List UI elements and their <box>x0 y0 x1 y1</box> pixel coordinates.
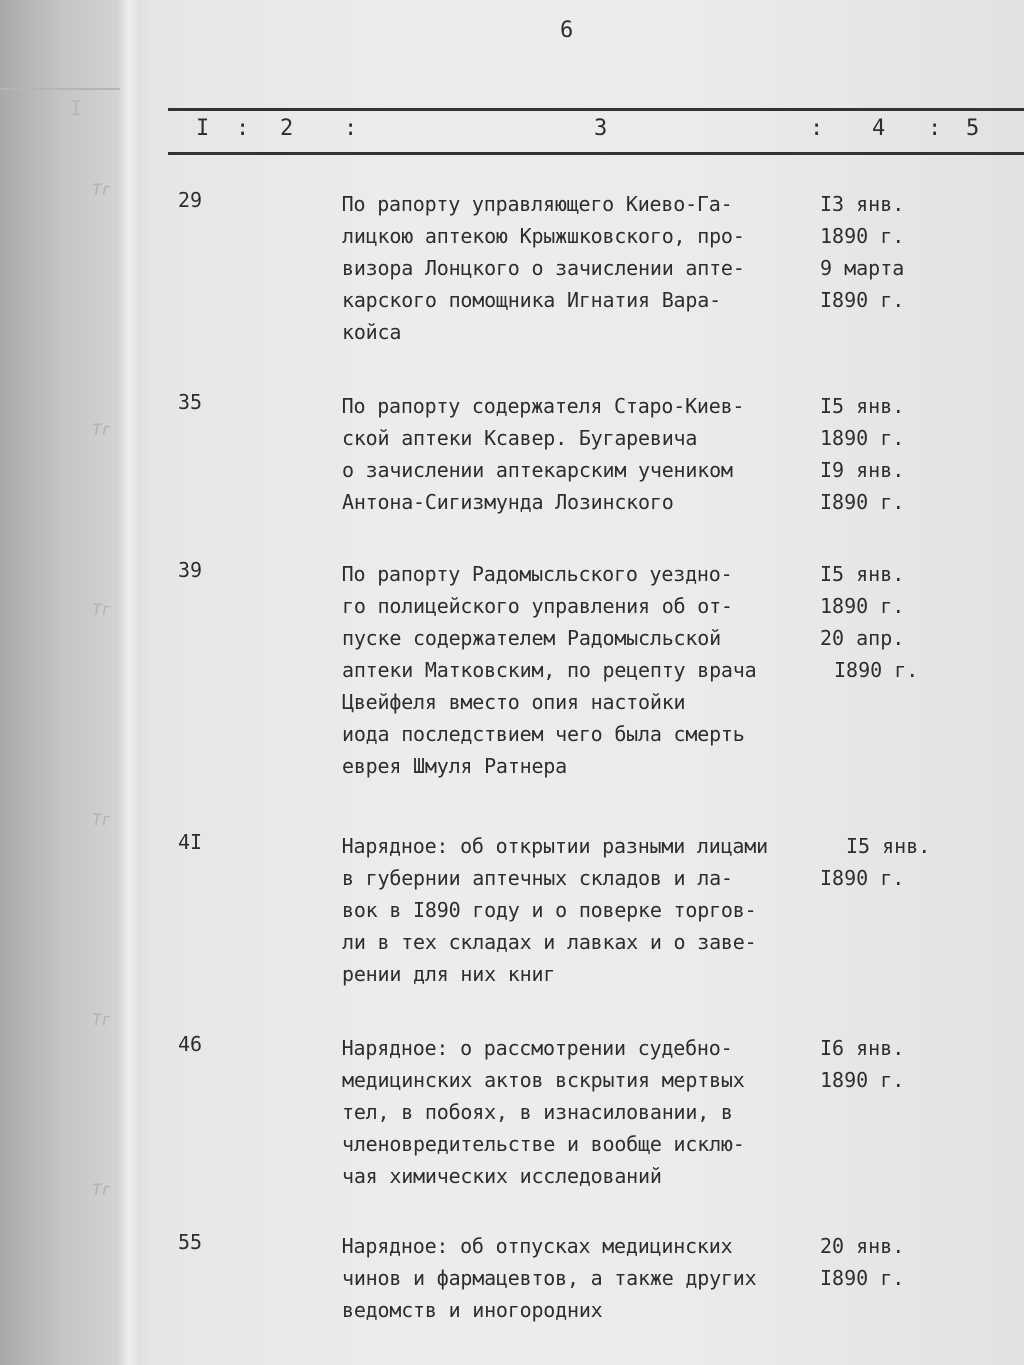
page-number: 6 <box>560 18 574 43</box>
column-header-3: 3 <box>594 116 608 141</box>
entry-text-line: го полицейского управления об от- <box>342 594 733 618</box>
column-header-1: I <box>196 116 210 141</box>
entry-text-line: визора Лонцкого о зачислении апте- <box>342 256 745 280</box>
entry-text-line: рении для них книг <box>342 962 556 986</box>
entry-text-line: чинов и фармацевтов, а также других <box>342 1266 757 1290</box>
entry-number: 39 <box>178 558 203 582</box>
entry-date: 20 янв. <box>820 1234 905 1258</box>
entry-text-line: членовредительстве и вообще исклю- <box>342 1132 745 1156</box>
entry-date: I890 г. <box>834 658 919 682</box>
entry-text-line: Антона-Сигизмунда Лозинского <box>342 490 674 514</box>
entry-text-line: лицкою аптекою Крыжшковского, про- <box>342 224 745 248</box>
column-separator: : <box>236 116 250 141</box>
column-header-5: 5 <box>966 116 980 141</box>
margin-mark: Тг <box>92 420 112 439</box>
margin-mark: Тг <box>92 1180 112 1199</box>
column-header-4: 4 <box>872 116 886 141</box>
entry-number: 35 <box>178 390 203 414</box>
margin-mark: Тг <box>92 810 112 829</box>
entry-number: 29 <box>178 188 203 212</box>
entry-date: I6 янв. <box>820 1036 905 1060</box>
column-header-row <box>0 116 1024 148</box>
entry-date: 9 марта <box>820 256 905 280</box>
header-rule-top <box>168 108 1024 111</box>
entry-number: 46 <box>178 1032 203 1056</box>
column-separator: : <box>344 116 358 141</box>
entry-text-line: койса <box>342 320 402 344</box>
entry-text-line: еврея Шмуля Ратнера <box>342 754 567 778</box>
entry-date: I5 янв. <box>846 834 931 858</box>
column-separator: : <box>810 116 824 141</box>
left-page-header-mark: I <box>70 96 83 120</box>
entry-date: I5 янв. <box>820 562 905 586</box>
entry-date: I890 г. <box>820 288 905 312</box>
entry-text-line: медицинских актов вскрытия мертвых <box>342 1068 745 1092</box>
column-separator: : <box>928 116 942 141</box>
margin-mark: Тг <box>92 600 112 619</box>
entry-date: 1890 г. <box>820 426 905 450</box>
entry-text-line: По рапорту Радомысльского уездно- <box>318 562 733 586</box>
entry-text-line: аптеки Матковским, по рецепту врача <box>342 658 757 682</box>
entry-text-line: ли в тех складах и лавках и о заве- <box>342 930 757 954</box>
entry-number: 4I <box>178 830 203 854</box>
entry-text-line: По рапорту содержателя Старо-Киев- <box>318 394 745 418</box>
entry-text-line: тел, в побоях, в изнасиловании, в <box>342 1100 733 1124</box>
entry-text-line: о зачислении аптекарским учеником <box>342 458 733 482</box>
entry-date: 20 апр. <box>820 626 905 650</box>
entry-text-line: Цвейфеля вместо опия настойки <box>342 690 686 714</box>
entry-text-line: вок в I890 году и о поверке торгов- <box>342 898 757 922</box>
entry-date: I3 янв. <box>820 192 905 216</box>
margin-mark: Тг <box>92 1010 112 1029</box>
entry-text-line: Нарядное: об отпусках медицинских <box>318 1234 733 1258</box>
entry-text-line: ведомств и иногородних <box>342 1298 603 1322</box>
entry-text-line: Нарядное: об открытии разными лицами <box>318 834 768 858</box>
entry-text-line: иода последствием чего была смерть <box>342 722 745 746</box>
left-page-rule <box>0 88 120 90</box>
entry-date: I9 янв. <box>820 458 905 482</box>
entry-date: I890 г. <box>820 866 905 890</box>
entry-text-line: Нарядное: о рассмотрении судебно- <box>318 1036 733 1060</box>
margin-mark: Тг <box>92 180 112 199</box>
entry-date: 1890 г. <box>820 594 905 618</box>
entry-date: I890 г. <box>820 490 905 514</box>
entry-text-line: По рапорту управляющего Киево-Га- <box>318 192 733 216</box>
entry-date: I5 янв. <box>820 394 905 418</box>
entry-date: 1890 г. <box>820 1068 905 1092</box>
entry-text-line: чая химических исследований <box>342 1164 662 1188</box>
entry-date: 1890 г. <box>820 224 905 248</box>
column-header-2: 2 <box>280 116 294 141</box>
entry-text-line: карского помощника Игнатия Вара- <box>342 288 721 312</box>
entry-date: I890 г. <box>820 1266 905 1290</box>
entry-text-line: ской аптеки Ксавер. Бугаревича <box>342 426 698 450</box>
entry-text-line: в губернии аптечных складов и ла- <box>342 866 733 890</box>
header-rule-bottom <box>168 152 1024 155</box>
page-fold <box>118 0 140 1365</box>
entry-number: 55 <box>178 1230 203 1254</box>
entry-text-line: пуске содержателем Радомысльской <box>342 626 721 650</box>
